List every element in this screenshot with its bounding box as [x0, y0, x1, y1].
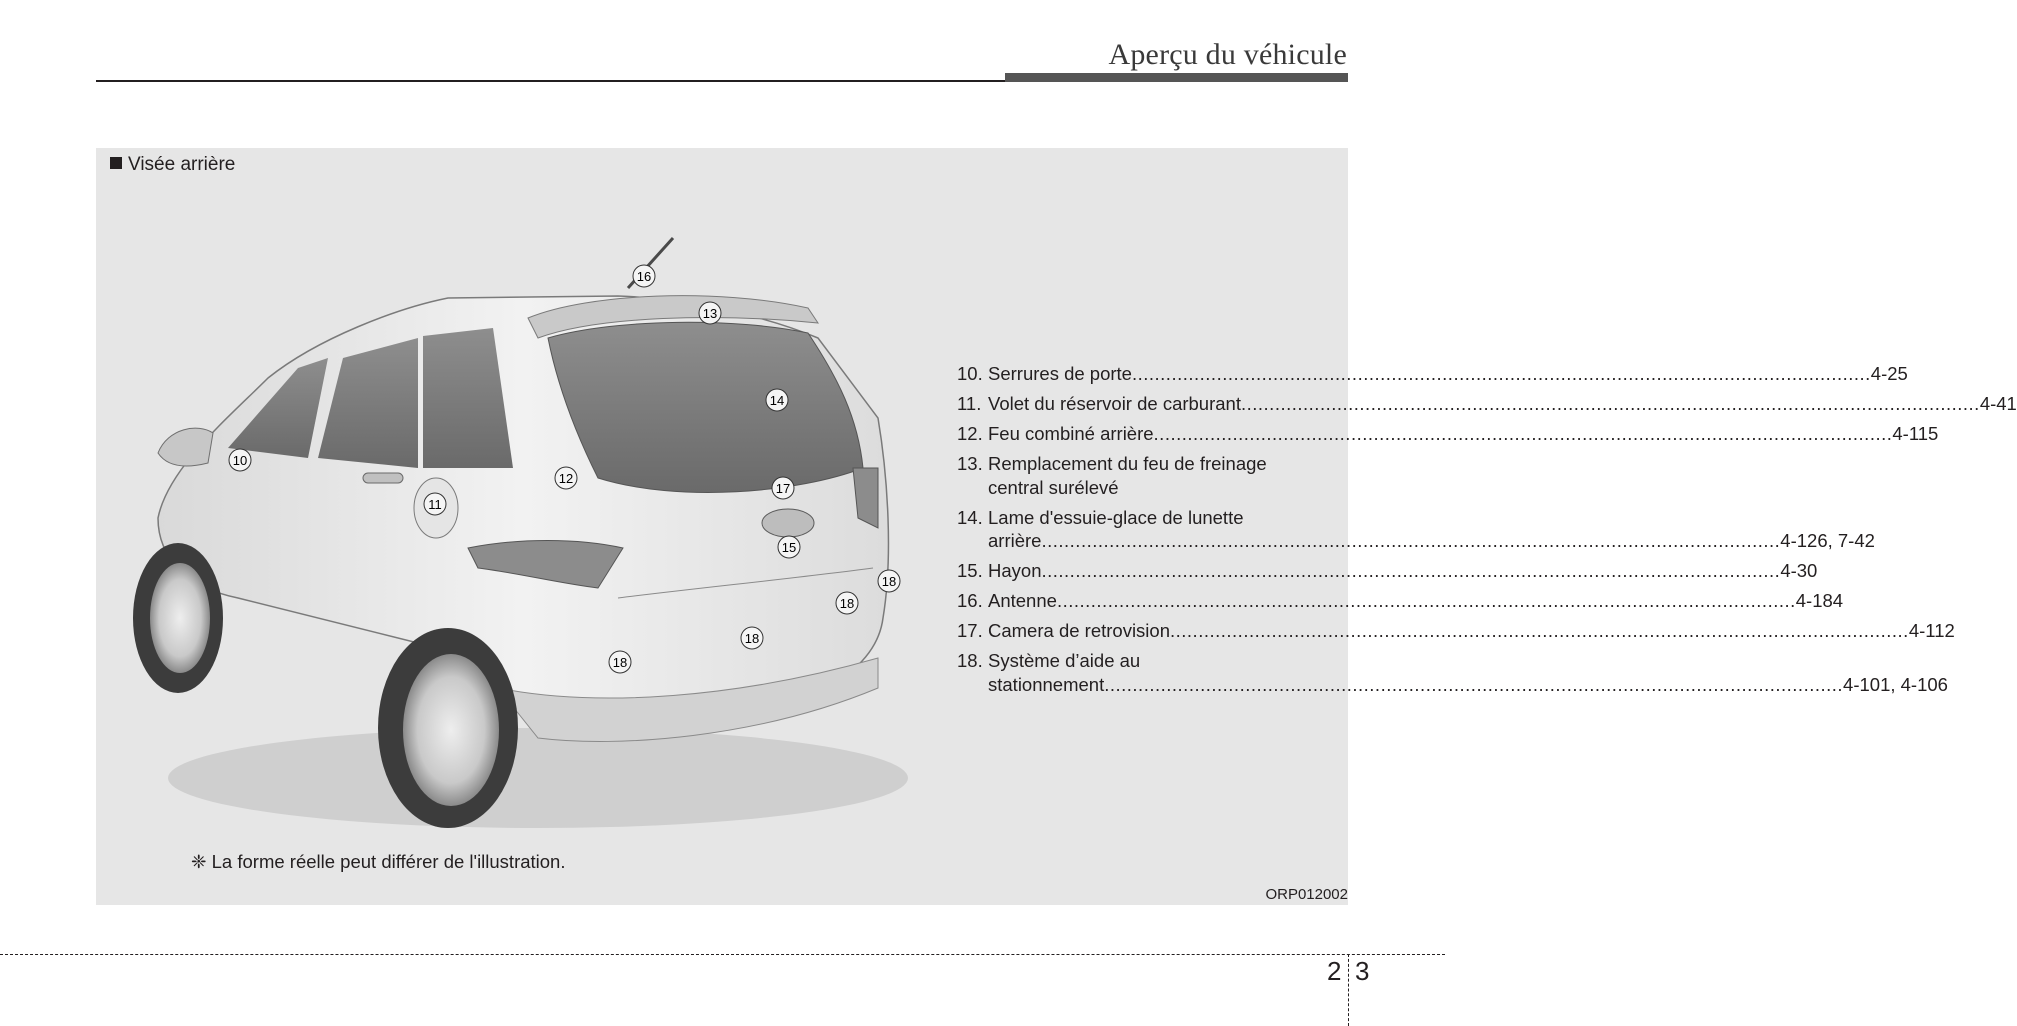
svg-text:17: 17: [775, 481, 791, 496]
section-heading-text: Visée arrière: [128, 154, 236, 175]
legend-text: Antenne: [988, 590, 1057, 611]
legend-item: [957, 619, 1955, 643]
legend-item: [957, 559, 1818, 583]
legend-text: central surélevé: [988, 476, 1119, 498]
callout-17: [772, 477, 794, 499]
legend-text: Système d’aide au: [988, 650, 1141, 671]
door-handle: [363, 473, 403, 483]
legend-number: 13.: [957, 453, 983, 474]
legend-page: 4-41: [1979, 393, 2017, 414]
header-rule-accent: [1005, 73, 1348, 82]
legend-item: [957, 422, 1939, 446]
chapter-number: 2: [1327, 956, 1342, 986]
legend-text: stationnement: [988, 673, 1105, 695]
legend-number: 11.: [957, 393, 982, 414]
callout-14: [766, 389, 788, 411]
legend-number: 12.: [957, 423, 983, 444]
rear-wheel-rim: [403, 654, 499, 806]
legend-number: 15.: [957, 560, 983, 581]
image-code: ORP012002: [1265, 886, 1348, 903]
callout-11: [424, 493, 446, 515]
callout-10: [229, 449, 251, 471]
svg-text:18: 18: [839, 596, 855, 611]
legend-page: 4-101, 4-106: [1843, 673, 1948, 695]
legend-page: 4-184: [1795, 590, 1844, 611]
svg-text:14: 14: [769, 393, 785, 408]
legend-number: 18.: [957, 650, 983, 671]
svg-text:18: 18: [612, 655, 628, 670]
page-divider: [1348, 954, 1349, 1026]
svg-text:13: 13: [702, 306, 718, 321]
page-title: Aperçu du véhicule: [1108, 38, 1347, 71]
section-heading: [110, 154, 235, 176]
legend-text: Lame d'essuie-glace de lunette: [988, 506, 1244, 528]
car-rear-illustration: [118, 218, 908, 848]
legend-page: 4-30: [1780, 560, 1818, 581]
legend-text: Camera de retrovision: [988, 620, 1170, 641]
brand-emblem: [762, 509, 814, 537]
legend-text: Feu combiné arrière: [988, 423, 1154, 444]
footnote: ❈ La forme réelle peut différer de l'illustration.: [191, 851, 566, 872]
svg-text:18: 18: [881, 574, 897, 589]
callout-18: [741, 627, 763, 649]
legend-page: 4-126, 7-42: [1780, 530, 1875, 551]
legend-text: Volet du réservoir de carburant: [988, 393, 1241, 414]
leader-dots: [1170, 619, 1909, 643]
svg-text:12: 12: [558, 471, 574, 486]
svg-text:11: 11: [428, 497, 442, 512]
legend-item: [957, 362, 1908, 386]
svg-text:18: 18: [744, 631, 760, 646]
legend-number: 17.: [957, 620, 983, 641]
legend-number: 14.: [957, 506, 983, 528]
leader-dots: [1057, 589, 1796, 613]
callout-18: [836, 592, 858, 614]
legend-page: 4-115: [1892, 423, 1939, 444]
footer-dashed-rule: [0, 954, 1445, 955]
svg-text:10: 10: [232, 453, 248, 468]
legend-item: [957, 452, 1337, 499]
callout-15: [778, 536, 800, 558]
leader-dots: [1041, 559, 1780, 583]
legend-text: Hayon: [988, 560, 1042, 581]
callout-18: [609, 651, 631, 673]
leader-dots: [1104, 673, 1843, 697]
legend-page: 4-112: [1908, 620, 1955, 641]
ground-shadow: [168, 728, 908, 828]
callout-12: [555, 467, 577, 489]
legend-item: [957, 506, 1875, 553]
callout-18: [878, 570, 900, 592]
legend-item: [957, 392, 2017, 416]
legend-item: [957, 649, 1948, 696]
leader-dots: [1041, 529, 1780, 553]
svg-text:16: 16: [636, 269, 652, 284]
callout-16: [633, 265, 655, 287]
leader-dots: [1241, 392, 1980, 416]
legend-item: [957, 589, 1844, 613]
legend-number: 16.: [957, 590, 983, 611]
legend-text: arrière: [988, 530, 1042, 551]
callout-13: [699, 302, 721, 324]
leader-dots: [1132, 362, 1871, 386]
parts-legend: [957, 362, 2017, 703]
rear-glass: [548, 322, 863, 492]
front-wheel-rim: [150, 563, 210, 673]
legend-text: Serrures de porte: [988, 363, 1132, 384]
legend-number: 10.: [957, 363, 983, 384]
page-number: 3: [1355, 956, 1370, 986]
legend-text: Remplacement du feu de freinage: [988, 453, 1267, 474]
legend-page: 4-25: [1870, 363, 1908, 384]
square-bullet-icon: [110, 157, 122, 169]
leader-dots: [1154, 422, 1893, 446]
illustration-panel: [96, 148, 2017, 905]
side-mirror: [158, 428, 213, 466]
svg-text:15: 15: [781, 540, 797, 555]
